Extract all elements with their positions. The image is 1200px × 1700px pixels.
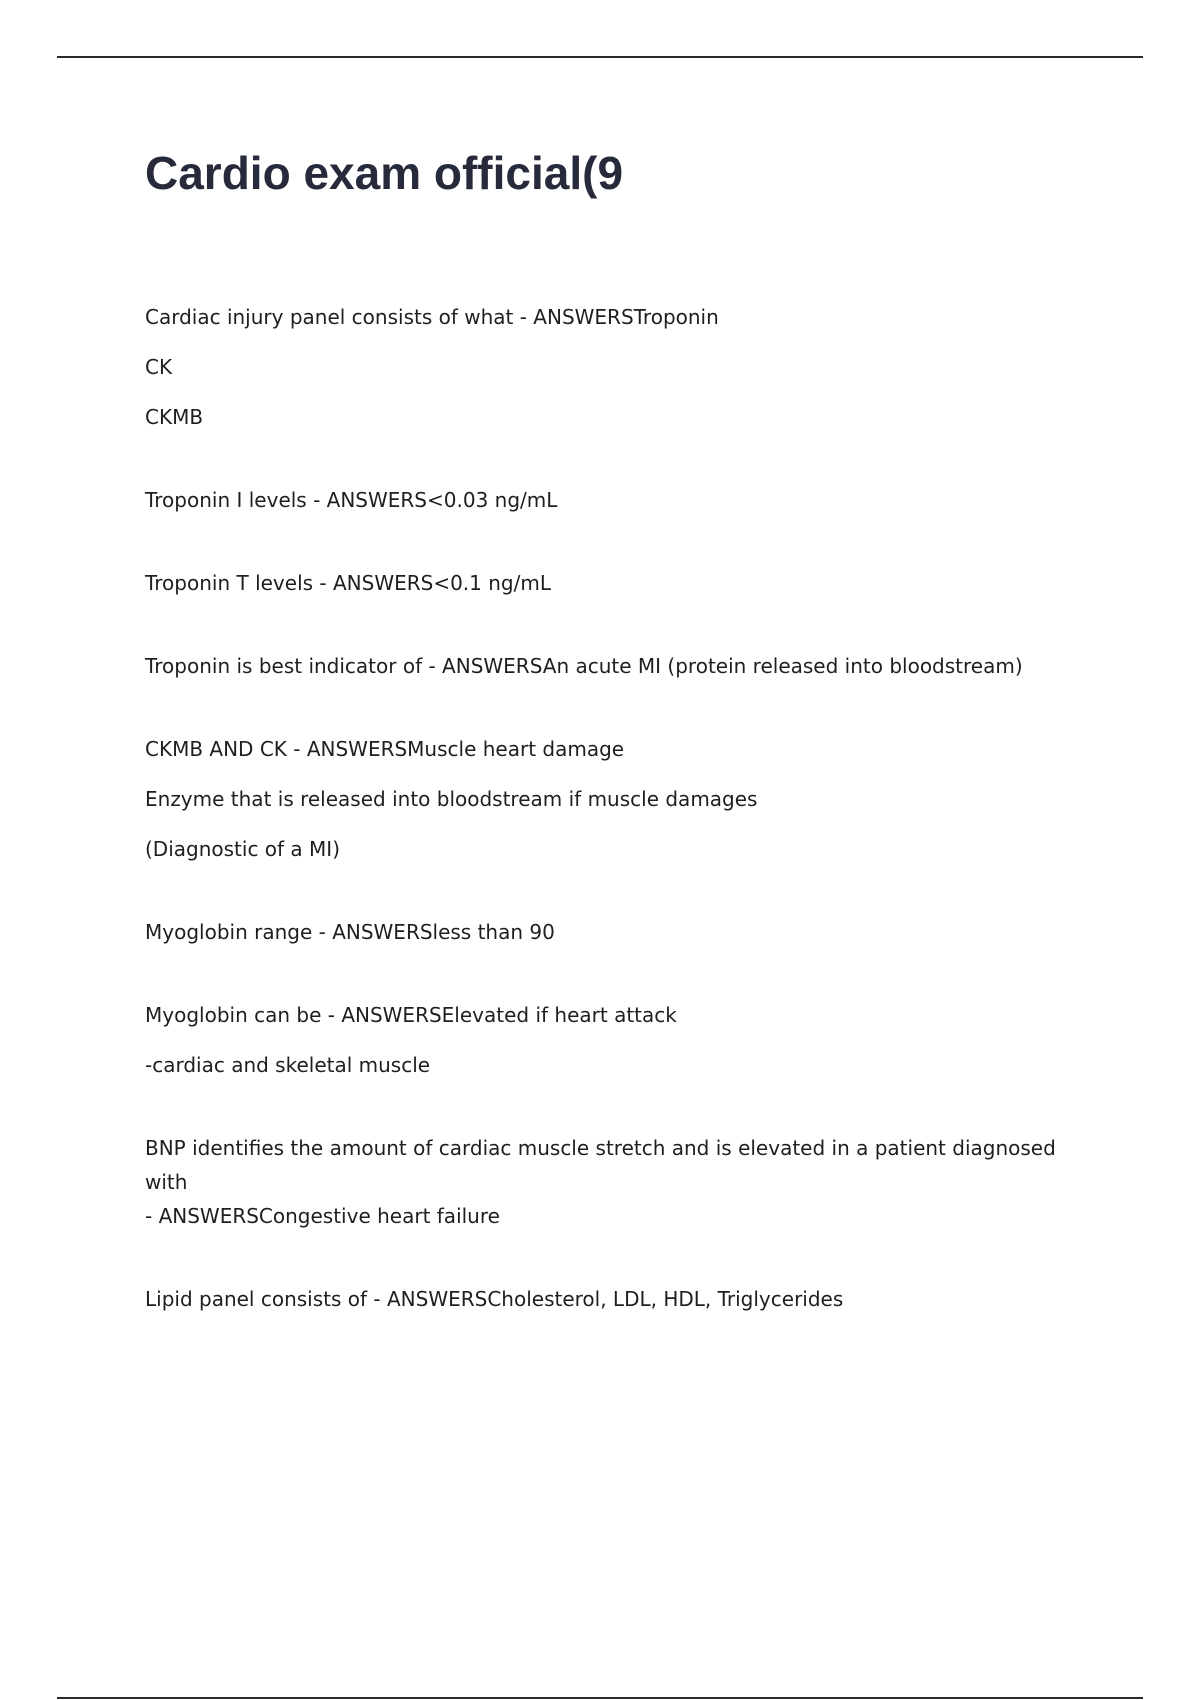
qa-entry bbox=[145, 566, 1085, 600]
entry-line: - ANSWERSCongestive heart failure bbox=[145, 1204, 500, 1228]
qa-entry bbox=[145, 998, 1085, 1082]
entry-line: BNP identifies the amount of cardiac muscle stretch and is elevated in a patient diagnosed with bbox=[145, 1136, 1056, 1194]
qa-entry bbox=[145, 649, 1085, 683]
document-body bbox=[145, 300, 1085, 1365]
qa-entry bbox=[145, 1131, 1085, 1233]
qa-entry bbox=[145, 1282, 1085, 1316]
document-title: Cardio exam official(9 bbox=[145, 147, 624, 199]
entry-line: Troponin T levels - ANSWERS<0.1 ng/mL bbox=[145, 571, 551, 595]
entry-line: Cardiac injury panel consists of what - ANSWERSTroponin bbox=[145, 305, 719, 329]
entry-line: Enzyme that is released into bloodstream if muscle damages bbox=[145, 787, 758, 811]
entry-line: Troponin I levels - ANSWERS<0.03 ng/mL bbox=[145, 488, 558, 512]
entry-line: -cardiac and skeletal muscle bbox=[145, 1053, 431, 1077]
qa-entry bbox=[145, 483, 1085, 517]
header-rule bbox=[57, 56, 1143, 58]
entry-line: Myoglobin can be - ANSWERSElevated if heart attack bbox=[145, 1003, 677, 1027]
qa-entry bbox=[145, 732, 1085, 866]
footer-rule bbox=[57, 1697, 1143, 1699]
entry-line: CK bbox=[145, 355, 173, 379]
entry-line: CKMB bbox=[145, 405, 204, 429]
entry-line: (Diagnostic of a MI) bbox=[145, 837, 340, 861]
entry-line: CKMB AND CK - ANSWERSMuscle heart damage bbox=[145, 737, 625, 761]
entry-line: Lipid panel consists of - ANSWERSCholesterol, LDL, HDL, Triglycerides bbox=[145, 1287, 844, 1311]
entry-line: Myoglobin range - ANSWERSless than 90 bbox=[145, 920, 555, 944]
qa-entry bbox=[145, 300, 1085, 434]
qa-entry bbox=[145, 915, 1085, 949]
entry-line: Troponin is best indicator of - ANSWERSAn acute MI (protein released into bloodstream) bbox=[145, 654, 1023, 678]
